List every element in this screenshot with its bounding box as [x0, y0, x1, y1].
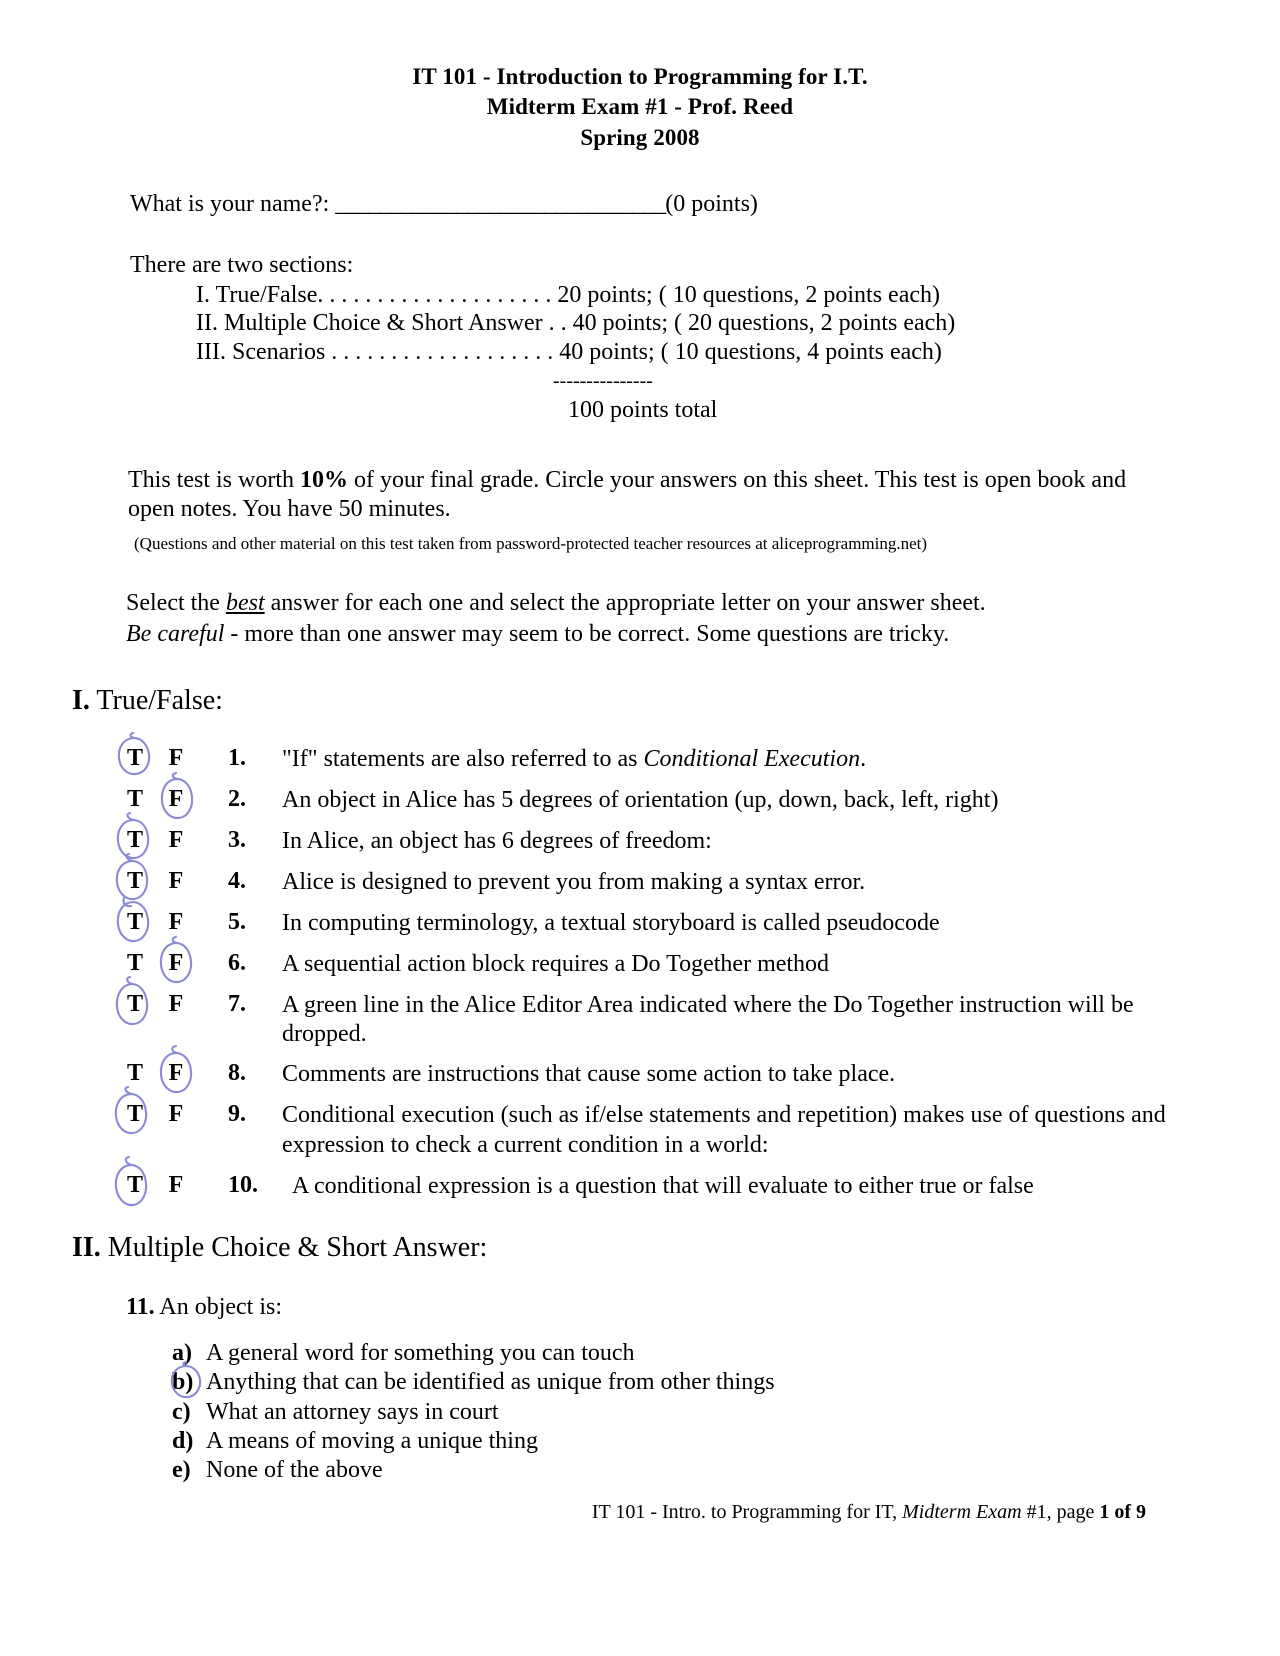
select-best-emphasis: best — [225, 589, 265, 616]
true-false-list — [0, 745, 1280, 1202]
tf-false-option[interactable]: F — [168, 949, 184, 976]
section-summary-dots: . . . . . . . . . . . . . . . . . . . . — [317, 282, 552, 309]
true-false-row — [0, 745, 1280, 775]
section-summary-row — [196, 338, 1280, 366]
tf-false-option[interactable]: F — [168, 1172, 184, 1199]
tf-choice-group[interactable] — [118, 909, 228, 939]
mc-option-text: None of the above — [206, 1457, 383, 1484]
tf-false-option[interactable]: F — [168, 744, 184, 771]
tf-question-text-lead: "If" statements are also referred to as — [282, 745, 644, 772]
mc-question-11 — [126, 1294, 1280, 1321]
be-careful-emphasis: Be careful — [126, 621, 225, 648]
tf-choice-group[interactable] — [118, 1060, 228, 1090]
tf-question-text: A conditional expression is a question that will evaluate to either true or false — [292, 1173, 1034, 1200]
true-false-row — [0, 1172, 1280, 1202]
worth-percent: 10% — [300, 467, 348, 494]
mc-option-text: Anything that can be identified as unique from other things — [206, 1369, 775, 1396]
section-summary-dots: . . . . . . . . . . . . . . . . . . . — [331, 338, 554, 365]
tf-question-text: Comments are instructions that cause some action to take place. — [282, 1061, 896, 1088]
tf-question-text — [282, 745, 866, 774]
tf-question-number: 3. — [228, 826, 246, 853]
tf-question-number: 6. — [228, 949, 246, 976]
footer-page-number: 1 of 9 — [1099, 1501, 1146, 1523]
true-false-row — [0, 868, 1280, 898]
section-summary-name: I. True/False — [196, 282, 318, 309]
mc-option-letter[interactable]: b) — [172, 1368, 206, 1397]
tf-question-text: In Alice, an object has 6 degrees of freedom: — [282, 827, 712, 854]
tf-question-text-tail: . — [860, 745, 867, 772]
tf-question-text: Alice is designed to prevent you from making a syntax error. — [282, 868, 866, 895]
section-2-heading — [72, 1232, 1280, 1264]
select-best-part-1: Select the — [126, 589, 226, 616]
tf-true-option[interactable]: T — [126, 1172, 143, 1199]
tf-false-option[interactable]: F — [168, 990, 184, 1017]
tf-true-option[interactable]: T — [126, 908, 143, 935]
dashed-divider: --------------- — [553, 370, 653, 393]
tf-question-text: A sequential action block requires a Do Together method — [282, 950, 830, 977]
tf-choice-group[interactable] — [118, 786, 228, 816]
tf-question-number: 2. — [228, 785, 246, 812]
tf-choice-group[interactable] — [118, 745, 228, 775]
select-best-part-3: - more than one answer may seem to be correct. Some questions are tricky. — [224, 621, 950, 648]
worth-text-part-1: This test is worth — [128, 467, 300, 494]
tf-choice-group[interactable] — [118, 827, 228, 857]
header-line-1: IT 101 - Introduction to Programming for I.T. — [412, 64, 868, 89]
page-title — [0, 0, 1280, 153]
tf-true-option[interactable]: T — [126, 990, 143, 1017]
tf-false-option[interactable]: F — [168, 826, 184, 853]
sections-list — [196, 281, 1280, 366]
section-2-numeral: II. — [72, 1232, 101, 1264]
mc-option-text: What an attorney says in court — [206, 1398, 499, 1425]
section-1-numeral: I. — [72, 684, 90, 716]
tf-choice-group[interactable] — [118, 950, 228, 980]
mc-option-letter[interactable]: a) — [172, 1340, 192, 1367]
true-false-row — [0, 909, 1280, 939]
mc-option-list — [172, 1339, 1280, 1485]
true-false-row — [0, 1101, 1280, 1160]
footer-exam-title: Midterm Exam — [902, 1501, 1022, 1523]
section-summary-row — [196, 309, 1280, 337]
name-points-note: (0 points) — [665, 191, 758, 218]
exam-instructions — [128, 466, 1138, 524]
true-false-row — [0, 950, 1280, 980]
page-footer — [0, 1501, 1280, 1524]
tf-true-option[interactable]: T — [126, 949, 143, 976]
tf-question-text: In computing terminology, a textual storyboard is called pseudocode — [282, 909, 940, 936]
sections-intro: There are two sections: — [130, 252, 354, 279]
header-line-3: Spring 2008 — [580, 124, 700, 150]
section-summary-name: II. Multiple Choice & Short Answer — [196, 310, 543, 337]
name-field-row — [130, 191, 1280, 218]
mc-option-letter[interactable]: c) — [172, 1398, 191, 1425]
true-false-row — [0, 991, 1280, 1050]
tf-question-number: 5. — [228, 908, 246, 935]
section-summary-row — [196, 281, 1280, 309]
tf-question-text-italic: Conditional Execution — [643, 745, 861, 772]
footer-part-2: #1, page — [1021, 1501, 1100, 1523]
tf-false-option[interactable]: F — [168, 1060, 184, 1087]
tf-question-text: A green line in the Alice Editor Area indicated where the Do Together instruction will be dropped. — [282, 991, 1134, 1048]
mc-option[interactable] — [172, 1368, 1280, 1397]
tf-question-number: 7. — [228, 990, 246, 1017]
mc-option-text: A means of moving a unique thing — [206, 1427, 538, 1454]
worth-text-part-2: of your final grade. Circle your answers on this sheet. This test is open book and open notes. You have 50 minutes. — [128, 467, 1127, 522]
select-best-part-2: answer for each one and select the appropriate letter on your answer sheet. — [264, 589, 986, 616]
tf-choice-group[interactable] — [118, 1101, 228, 1131]
section-1-title: True/False: — [89, 684, 223, 716]
footer-part-1: IT 101 - Intro. to Programming for IT, — [591, 1501, 903, 1523]
mc-option[interactable] — [172, 1398, 1280, 1427]
true-false-row — [0, 786, 1280, 816]
tf-question-text: An object in Alice has 5 degrees of orientation (up, down, back, left, right) — [282, 786, 999, 813]
header-line-2: Midterm Exam #1 - Prof. Reed — [486, 94, 794, 120]
true-false-row — [0, 827, 1280, 857]
section-1-heading — [72, 685, 1280, 717]
tf-question-text: Conditional execution (such as if/else statements and repetition) makes use of questions and expression to check a current condition in a world: — [282, 1102, 1166, 1158]
mc-option-text: A general word for something you can touch — [206, 1340, 635, 1367]
tf-question-number: 10. — [228, 1172, 258, 1199]
tf-question-number: 4. — [228, 867, 246, 894]
section-summary-dots: . . — [548, 310, 567, 337]
tf-choice-group[interactable] — [118, 868, 228, 898]
mc-option-letter[interactable]: d) — [172, 1427, 194, 1454]
mc-option[interactable] — [172, 1456, 1280, 1485]
tf-true-option[interactable]: T — [126, 744, 143, 771]
tf-false-option[interactable]: F — [168, 908, 184, 935]
answer-guidance — [126, 588, 1146, 651]
tf-false-option[interactable]: F — [168, 1101, 184, 1128]
tf-choice-group[interactable] — [118, 991, 228, 1021]
tf-question-number: 9. — [228, 1101, 246, 1128]
tf-true-option[interactable]: T — [126, 785, 143, 812]
tf-false-option[interactable]: F — [168, 867, 184, 894]
mc-question-text: An object is: — [154, 1294, 283, 1321]
mc-option[interactable] — [172, 1427, 1280, 1456]
total-points-line: 100 points total — [568, 397, 718, 424]
tf-true-option[interactable]: T — [126, 867, 143, 894]
mc-question-number: 11. — [126, 1294, 155, 1321]
tf-true-option[interactable]: T — [126, 826, 143, 853]
true-false-row — [0, 1060, 1280, 1090]
name-field-label: What is your name?: — [130, 191, 336, 218]
tf-choice-group[interactable] — [118, 1172, 228, 1202]
mc-option[interactable] — [172, 1339, 1280, 1368]
section-summary-points: 40 points; ( 10 questions, 4 points each) — [559, 338, 942, 365]
tf-true-option[interactable]: T — [126, 1101, 143, 1128]
mc-option-letter[interactable]: e) — [172, 1457, 191, 1484]
tf-question-number: 8. — [228, 1060, 246, 1087]
section-summary-points: 20 points; ( 10 questions, 2 points each) — [557, 282, 940, 309]
source-note: (Questions and other material on this test taken from password-protected teacher resources at aliceprogramming.net) — [134, 533, 928, 553]
section-summary-points: 40 points; ( 20 questions, 2 points each) — [572, 310, 956, 337]
name-input-blank[interactable]: ______________________________ — [335, 191, 666, 218]
tf-true-option[interactable]: T — [126, 1060, 143, 1087]
section-summary-name: III. Scenarios — [196, 338, 326, 365]
tf-question-number: 1. — [228, 744, 246, 771]
tf-false-option[interactable]: F — [168, 785, 184, 812]
section-2-title: Multiple Choice & Short Answer: — [100, 1232, 488, 1264]
